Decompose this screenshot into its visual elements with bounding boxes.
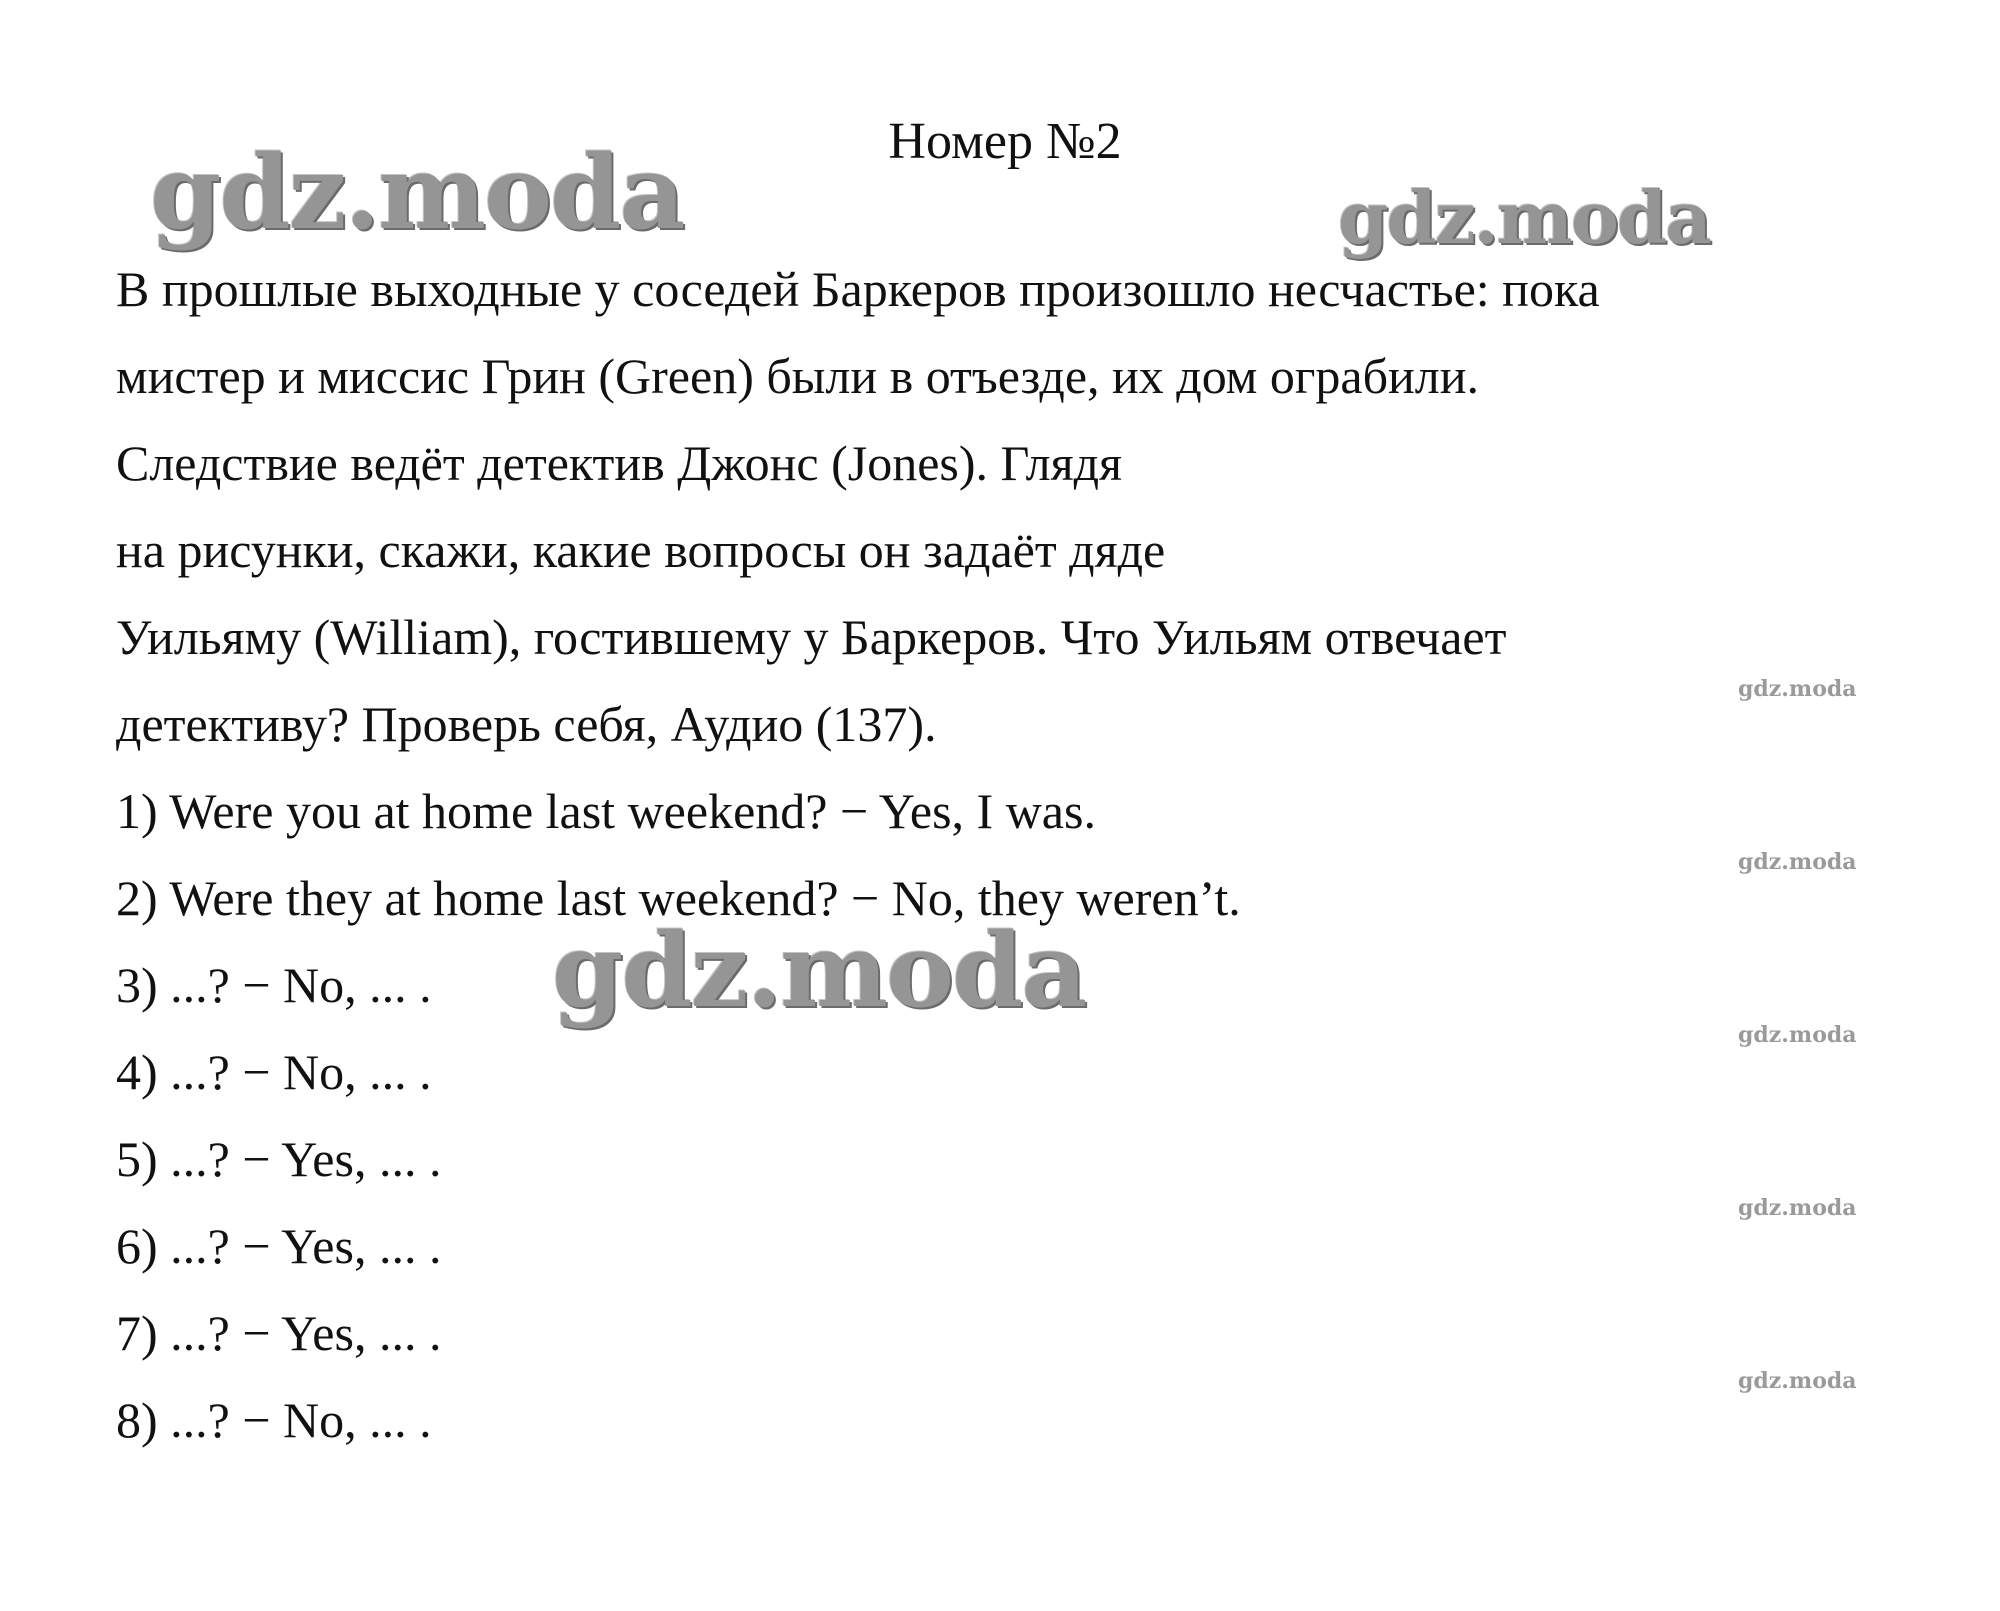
watermark-small: gdz.moda (1738, 849, 1857, 875)
watermark-small: gdz.moda (1738, 676, 1857, 702)
task-line: на рисунки, скажи, какие вопросы он задаёт дяде (116, 522, 1166, 578)
task-text (116, 246, 1976, 768)
task-line: мистер и миссис Грин (Green) были в отъезде, их дом ограбили. (116, 348, 1480, 404)
task-line: В прошлые выходные у соседей Баркеров произошло несчастье: пока (116, 261, 1600, 317)
answer-item: 5) ...? − Yes, ... . (116, 1131, 442, 1187)
watermark-small: gdz.moda (1738, 1195, 1857, 1221)
watermark-large: gdz.moda (552, 911, 1086, 1031)
task-line: детективу? Проверь себя, Аудио (137). (116, 696, 937, 752)
watermark-large: gdz.moda (1338, 175, 1710, 260)
answer-item: 7) ...? − Yes, ... . (116, 1305, 442, 1361)
watermark-large: gdz.moda (150, 133, 684, 253)
task-line: Следствие ведёт детектив Джонс (Jones). Глядя (116, 435, 1123, 491)
task-line: Уильяму (William), гостившему у Баркеров. Что Уильям отвечает (116, 609, 1507, 665)
answer-item: 3) ...? − No, ... . (116, 957, 432, 1013)
answer-item: 2) Were they at home last weekend? − No, they weren’t. (116, 870, 1241, 926)
answer-list (116, 768, 1616, 1464)
answer-item: 6) ...? − Yes, ... . (116, 1218, 442, 1274)
watermark-small: gdz.moda (1738, 1022, 1857, 1048)
answer-item: 1) Were you at home last weekend? − Yes, I was. (116, 783, 1096, 839)
answer-item: 4) ...? − No, ... . (116, 1044, 432, 1100)
answer-item: 8) ...? − No, ... . (116, 1392, 432, 1448)
watermark-small: gdz.moda (1738, 1368, 1857, 1394)
page-title: Номер №2 (888, 113, 1122, 170)
